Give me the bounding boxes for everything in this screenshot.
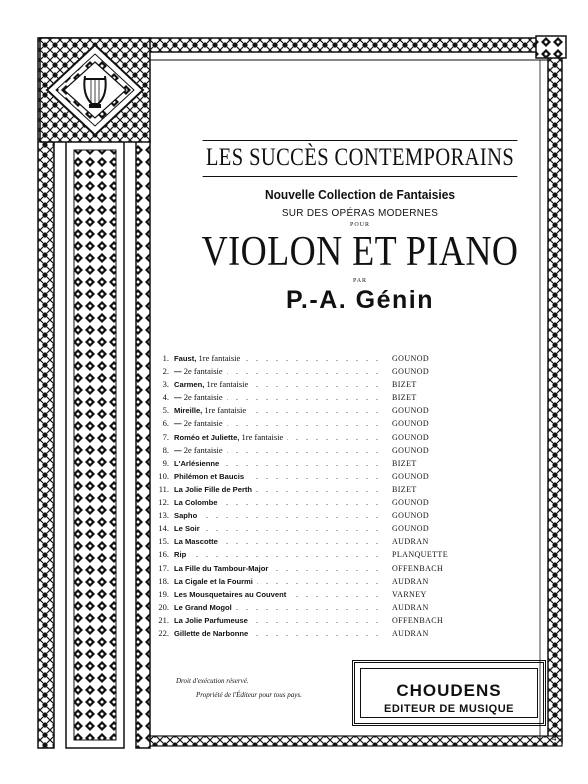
work-title: La Mascotte bbox=[174, 537, 218, 547]
work-title-group bbox=[174, 537, 222, 546]
pour-label: POUR bbox=[349, 222, 370, 228]
work-title: Gillette de Narbonne bbox=[174, 628, 249, 638]
list-item bbox=[136, 378, 446, 391]
composer-name: AUDRAN bbox=[388, 535, 433, 548]
work-title: Philémon et Baucis bbox=[174, 471, 245, 481]
work-number: 13. bbox=[158, 510, 169, 521]
list-item bbox=[136, 352, 446, 365]
composer-name: GOUNOD bbox=[388, 417, 433, 430]
publisher-box bbox=[352, 660, 546, 726]
title-block bbox=[150, 140, 570, 315]
composer-name: PLANQUETTE bbox=[388, 548, 452, 561]
work-title: — bbox=[174, 393, 182, 403]
work-title-group bbox=[174, 616, 252, 625]
rights-line-1: Droit d'exécution réservé. bbox=[176, 677, 249, 685]
leader-dots bbox=[176, 509, 384, 522]
fantaisie-label: 2e fantaisie bbox=[183, 444, 223, 455]
work-number: 10. bbox=[158, 470, 169, 481]
list-item bbox=[136, 588, 446, 601]
list-item bbox=[136, 457, 446, 470]
work-number: 19. bbox=[158, 588, 169, 599]
work-title-group bbox=[174, 446, 227, 455]
publisher-name: CHOUDENS bbox=[396, 681, 502, 700]
composer-name: GOUNOD bbox=[388, 365, 433, 378]
work-title: Faust, bbox=[174, 354, 197, 363]
work-title-group bbox=[174, 380, 252, 389]
work-number: 21. bbox=[158, 614, 169, 625]
work-title: Roméo et Juliette, bbox=[174, 432, 240, 442]
list-item bbox=[136, 483, 446, 496]
fantaisie-label: 1re fantaisie bbox=[198, 353, 241, 363]
work-title-group bbox=[174, 393, 227, 402]
work-title-group bbox=[174, 564, 272, 573]
work-number: 3. bbox=[162, 379, 169, 390]
work-number: 14. bbox=[158, 523, 169, 534]
work-number: 7. bbox=[162, 431, 169, 442]
composer-name: GOUNOD bbox=[388, 470, 433, 483]
collection-subtitle: Nouvelle Collection de Fantaisies bbox=[264, 187, 456, 202]
work-title-group bbox=[174, 577, 257, 586]
work-title: Mireille, bbox=[174, 406, 203, 416]
composer-name: AUDRAN bbox=[388, 601, 433, 614]
list-item bbox=[136, 391, 446, 404]
composer-name: GOUNOD bbox=[388, 444, 433, 457]
work-number: 6. bbox=[162, 418, 169, 429]
work-title: — bbox=[174, 445, 182, 455]
work-title-group bbox=[174, 459, 223, 468]
fantaisie-label: 2e fantaisie bbox=[183, 392, 223, 403]
work-title-group bbox=[174, 603, 236, 612]
work-title-group bbox=[174, 367, 227, 376]
list-item bbox=[136, 548, 446, 561]
work-title: Les Mousquetaires au Couvent bbox=[174, 589, 287, 599]
leader-dots bbox=[176, 522, 384, 535]
work-number: 8. bbox=[162, 444, 169, 455]
list-item bbox=[136, 627, 446, 640]
work-number: 5. bbox=[162, 405, 169, 416]
work-title: Carmen, bbox=[174, 380, 205, 390]
work-number: 20. bbox=[158, 601, 169, 612]
work-title-group bbox=[174, 485, 256, 494]
list-item bbox=[136, 614, 446, 627]
list-item bbox=[136, 509, 446, 522]
list-item bbox=[136, 431, 446, 444]
work-title-group bbox=[174, 433, 287, 442]
composer-name: GOUNOD bbox=[388, 431, 433, 444]
composer-name: AUDRAN bbox=[388, 575, 433, 588]
work-number: 1. bbox=[162, 353, 169, 363]
list-item bbox=[136, 601, 446, 614]
work-title: L'Arlésienne bbox=[174, 458, 220, 468]
fantaisie-label: 2e fantaisie bbox=[183, 366, 223, 377]
work-number: 4. bbox=[162, 392, 169, 403]
list-item bbox=[136, 522, 446, 535]
list-item bbox=[136, 417, 446, 430]
composer-name: BIZET bbox=[388, 378, 421, 391]
par-label: PAR bbox=[352, 278, 368, 284]
work-title: — bbox=[174, 419, 182, 429]
work-number: 17. bbox=[158, 562, 169, 573]
composer-name: GOUNOD bbox=[388, 522, 433, 535]
work-title: Rip bbox=[174, 550, 187, 560]
list-item bbox=[136, 535, 446, 548]
rights-notice bbox=[176, 674, 302, 702]
work-number: 12. bbox=[158, 497, 169, 508]
composer-name: GOUNOD bbox=[388, 404, 433, 417]
list-item bbox=[136, 444, 446, 457]
work-title: La Jolie Parfumeuse bbox=[174, 615, 248, 625]
work-title: Sapho bbox=[174, 511, 198, 521]
list-item bbox=[136, 562, 446, 575]
main-title: VIOLON ET PIANO bbox=[201, 229, 519, 275]
work-number: 18. bbox=[158, 575, 169, 586]
work-title-group bbox=[174, 406, 250, 415]
work-title-group bbox=[174, 419, 227, 428]
list-item bbox=[136, 365, 446, 378]
work-title-group bbox=[174, 498, 221, 507]
author-name: P.-A. Génin bbox=[285, 286, 434, 314]
work-number: 15. bbox=[158, 536, 169, 547]
composer-name: GOUNOD bbox=[388, 509, 433, 522]
leader-dots bbox=[176, 548, 384, 561]
work-title: La Colombe bbox=[174, 498, 218, 508]
work-number: 9. bbox=[162, 457, 169, 468]
work-title-group bbox=[174, 524, 204, 533]
list-item bbox=[136, 470, 446, 483]
publisher-subtitle: EDITEUR DE MUSIQUE bbox=[383, 703, 514, 715]
list-item bbox=[136, 575, 446, 588]
opera-subtitle: SUR DES OPÉRAS MODERNES bbox=[281, 208, 439, 219]
work-title: Le Soir bbox=[174, 524, 200, 534]
work-title: Le Grand Mogol bbox=[174, 602, 232, 612]
fantaisie-label: 1re fantaisie bbox=[241, 431, 284, 442]
work-number: 22. bbox=[158, 627, 169, 638]
composer-name: BIZET bbox=[388, 483, 421, 496]
work-title: La Jolie Fille de Perth bbox=[174, 484, 253, 494]
composer-name: OFFENBACH bbox=[388, 562, 447, 575]
work-number: 16. bbox=[158, 549, 169, 560]
series-title: LES SUCCÈS CONTEMPORAINS bbox=[203, 140, 518, 177]
composer-name: VARNEY bbox=[388, 588, 431, 601]
page-mark: 4 bbox=[552, 734, 557, 743]
fantaisie-label: 2e fantaisie bbox=[183, 418, 223, 429]
work-title-group bbox=[174, 590, 290, 599]
work-title: La Fille du Tambour-Major bbox=[174, 563, 269, 573]
rights-line-2: Propriété de l'Éditeur pour tous pays. bbox=[196, 691, 302, 699]
work-title-group bbox=[174, 354, 244, 363]
work-title-group bbox=[174, 550, 190, 559]
work-title: La Cigale et la Fourmi bbox=[174, 576, 253, 586]
composer-name: BIZET bbox=[388, 457, 421, 470]
work-number: 11. bbox=[158, 483, 169, 494]
composer-name: AUDRAN bbox=[388, 627, 433, 640]
list-item bbox=[136, 496, 446, 509]
fantaisie-label: 1re fantaisie bbox=[204, 405, 247, 416]
work-title-group bbox=[174, 472, 248, 481]
work-title-group bbox=[174, 511, 201, 520]
work-title: — bbox=[174, 367, 182, 377]
composer-name: GOUNOD bbox=[388, 496, 433, 509]
work-number: 2. bbox=[162, 366, 169, 377]
work-title-group bbox=[174, 629, 252, 638]
composer-name: BIZET bbox=[388, 391, 421, 404]
fantaisie-label: 1re fantaisie bbox=[206, 379, 249, 390]
list-item bbox=[136, 404, 446, 417]
works-list bbox=[136, 352, 446, 640]
composer-name: OFFENBACH bbox=[388, 614, 447, 627]
composer-name: GOUNOD bbox=[388, 352, 433, 365]
